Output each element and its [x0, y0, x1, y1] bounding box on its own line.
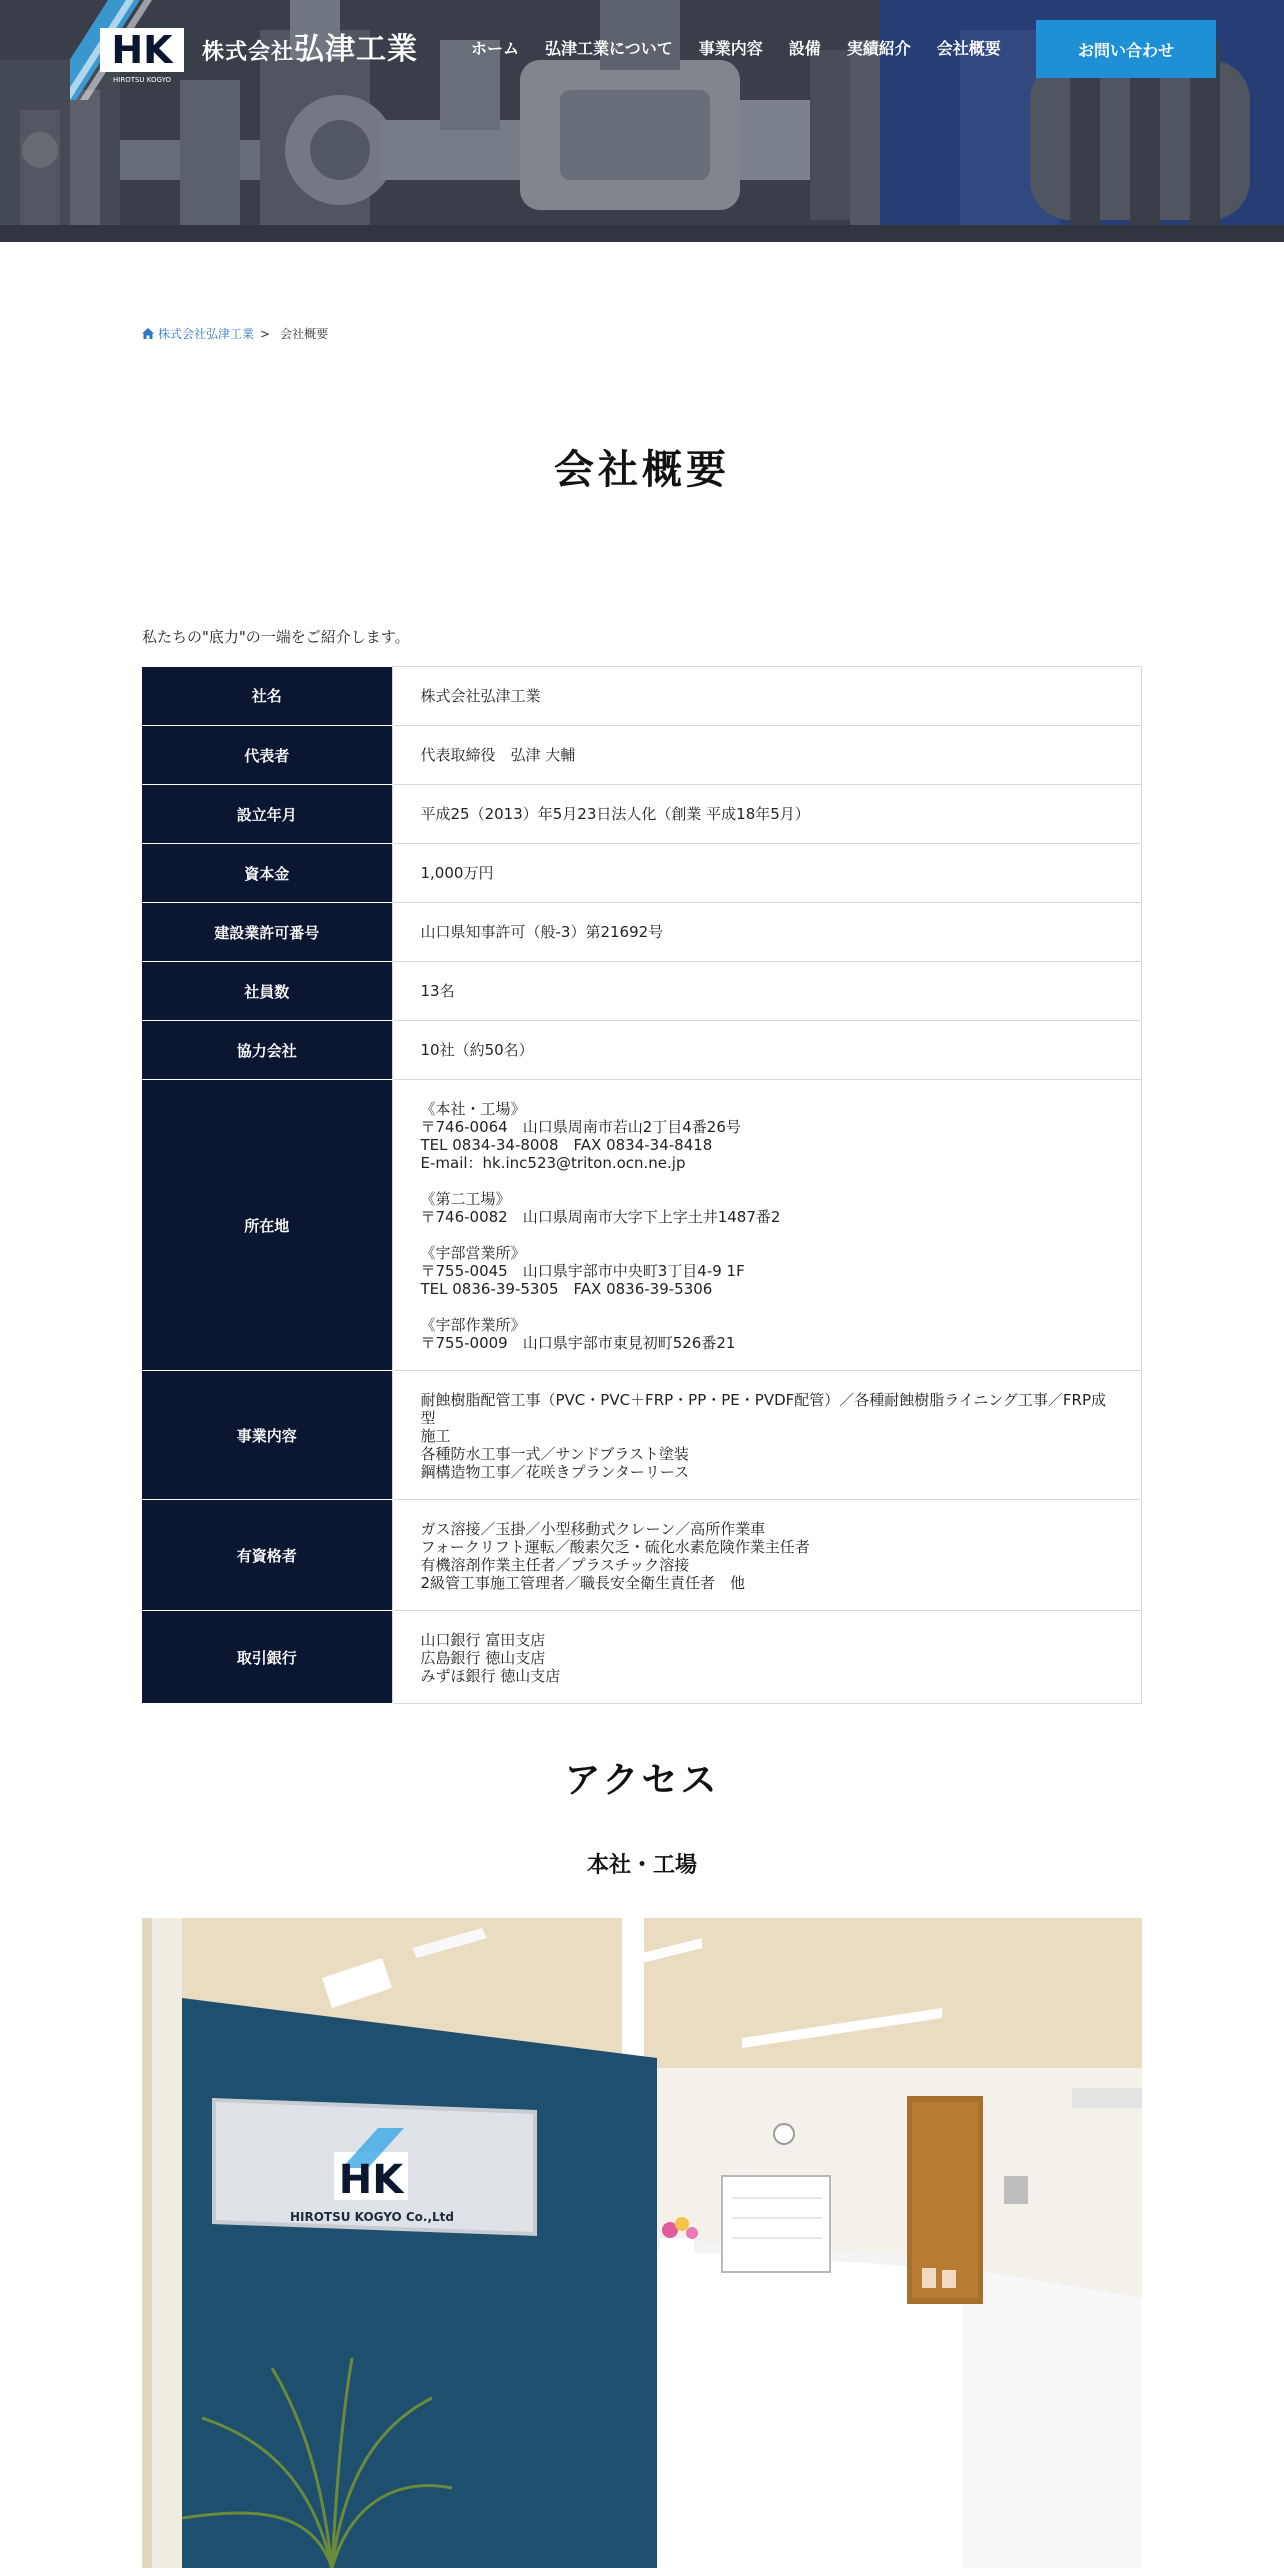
table-row [142, 962, 1142, 1021]
row-label: 社員数 [142, 962, 392, 1021]
row-value [392, 1500, 1142, 1611]
row-value [392, 785, 1142, 844]
row-value [392, 667, 1142, 726]
row-label: 社名 [142, 667, 392, 726]
table-row [142, 903, 1142, 962]
value-line: TEL 0834-34-8008 FAX 0834-34-8418 [420, 1136, 713, 1154]
nav-works[interactable]: 実績紹介 [846, 39, 911, 58]
value-line: 《本社・工場》 [420, 1100, 526, 1118]
row-value [392, 844, 1142, 903]
access-subtitle: 本社・工場 [586, 1853, 697, 1878]
row-label: 資本金 [142, 844, 392, 903]
value-line: 有機溶剤作業主任者／プラスチック溶接 [420, 1556, 690, 1574]
row-label: 取引銀行 [142, 1611, 392, 1704]
value-line: 13名 [420, 982, 455, 1000]
office-photo-illustration [142, 1918, 1142, 2568]
value-line: みずほ銀行 徳山支店 [420, 1667, 561, 1685]
value-line: 《第二工場》 [420, 1190, 511, 1208]
value-line: 10社（約50名） [420, 1041, 534, 1059]
value-line: 《宇部作業所》 [420, 1316, 526, 1334]
table-row [142, 1371, 1142, 1500]
value-line [421, 1226, 1114, 1244]
table-row [142, 667, 1142, 726]
breadcrumb-home-label: 株式会社弘津工業 [158, 327, 255, 341]
value-line [421, 1298, 1114, 1316]
breadcrumb-home-link[interactable] [142, 325, 254, 342]
value-line: 鋼構造物工事／花咲きプランターリース [420, 1463, 690, 1481]
access-title: アクセス [564, 1759, 720, 1801]
row-value [392, 1080, 1142, 1371]
row-value [392, 726, 1142, 785]
value-line: 《宇部営業所》 [420, 1244, 526, 1262]
table-row [142, 1500, 1142, 1611]
nav-about[interactable]: 弘津工業について [545, 39, 673, 58]
hk-logo-mark [70, 0, 198, 100]
table-row [142, 1080, 1142, 1371]
breadcrumb-separator: > [260, 326, 271, 341]
value-line [421, 1172, 1114, 1190]
value-line: 山口銀行 富田支店 [420, 1631, 546, 1649]
main-nav [458, 36, 1014, 62]
row-value [392, 962, 1142, 1021]
contact-button[interactable]: お問い合わせ [1036, 20, 1216, 78]
page-title: 会社概要 [554, 446, 730, 493]
value-line: 施工 [420, 1427, 451, 1445]
svg-text:HK: HK [338, 2157, 404, 2203]
value-line: フォークリフト運転／酸素欠乏・硫化水素危険作業主任者 [420, 1538, 810, 1556]
row-label: 事業内容 [142, 1371, 392, 1500]
row-label: 建設業許可番号 [142, 903, 392, 962]
row-value [392, 1611, 1142, 1704]
table-row [142, 785, 1142, 844]
value-line: 1,000万円 [420, 864, 494, 882]
nav-equipment[interactable]: 設備 [788, 39, 821, 58]
row-value [392, 1021, 1142, 1080]
value-line: 2級管工事施工管理者／職長安全衛生責任者 他 [420, 1574, 746, 1592]
svg-text:HIROTSU KOGYO: HIROTSU KOGYO [113, 76, 171, 84]
row-label: 代表者 [142, 726, 392, 785]
breadcrumb-current: 会社概要 [280, 327, 329, 341]
site-logo[interactable] [70, 0, 430, 100]
nav-business[interactable]: 事業内容 [698, 39, 763, 58]
home-icon [142, 328, 154, 339]
value-line: 〒755-0045 山口県宇部市中央町3丁目4-9 1F [420, 1262, 745, 1280]
site-header [0, 0, 1284, 242]
table-row [142, 844, 1142, 903]
row-value [392, 903, 1142, 962]
value-line: TEL 0836-39-5305 FAX 0836-39-5306 [420, 1280, 713, 1298]
row-label: 所在地 [142, 1080, 392, 1371]
table-row [142, 1021, 1142, 1080]
nav-home[interactable]: ホーム [471, 39, 520, 58]
value-line: 〒746-0064 山口県周南市若山2丁目4番26号 [420, 1118, 741, 1136]
intro-text: 私たちの"底力"の一端をご紹介します。 [142, 628, 410, 646]
row-value [392, 1371, 1142, 1500]
nav-company[interactable]: 会社概要 [936, 39, 1001, 58]
value-line: 〒755-0009 山口県宇部市東見初町526番21 [420, 1334, 736, 1352]
value-line: 耐蝕樹脂配管工事（PVC・PVC＋FRP・PP・PE・PVDF配管）／各種耐蝕樹脂ライニング工事／FRP成型 [420, 1391, 1107, 1427]
value-line: 山口県知事許可（般-3）第21692号 [420, 923, 664, 941]
row-label: 設立年月 [142, 785, 392, 844]
company-name: 株式会社弘津工業 [202, 32, 419, 67]
svg-text:HK: HK [111, 28, 173, 72]
row-label: 協力会社 [142, 1021, 392, 1080]
table-row [142, 1611, 1142, 1704]
value-line: 広島銀行 徳山支店 [420, 1649, 546, 1667]
table-row [142, 726, 1142, 785]
value-line: ガス溶接／玉掛／小型移動式クレーン／高所作業車 [420, 1520, 766, 1538]
value-line: 〒746-0082 山口県周南市大字下上字土井1487番2 [420, 1208, 781, 1226]
office-photo [142, 1918, 1142, 2568]
company-info-table [142, 666, 1142, 1704]
value-line: 平成25（2013）年5月23日法人化（創業 平成18年5月） [420, 805, 810, 823]
value-line: E-mail：hk.inc523@triton.ocn.ne.jp [420, 1154, 686, 1172]
breadcrumb [142, 325, 328, 342]
value-line: 代表取締役 弘津 大輔 [420, 746, 576, 764]
svg-text:HIROTSU KOGYO Co.,Ltd: HIROTSU KOGYO Co.,Ltd [289, 2210, 455, 2224]
value-line: 各種防水工事一式／サンドブラスト塗装 [420, 1445, 689, 1463]
row-label: 有資格者 [142, 1500, 392, 1611]
value-line: 株式会社弘津工業 [420, 687, 541, 705]
